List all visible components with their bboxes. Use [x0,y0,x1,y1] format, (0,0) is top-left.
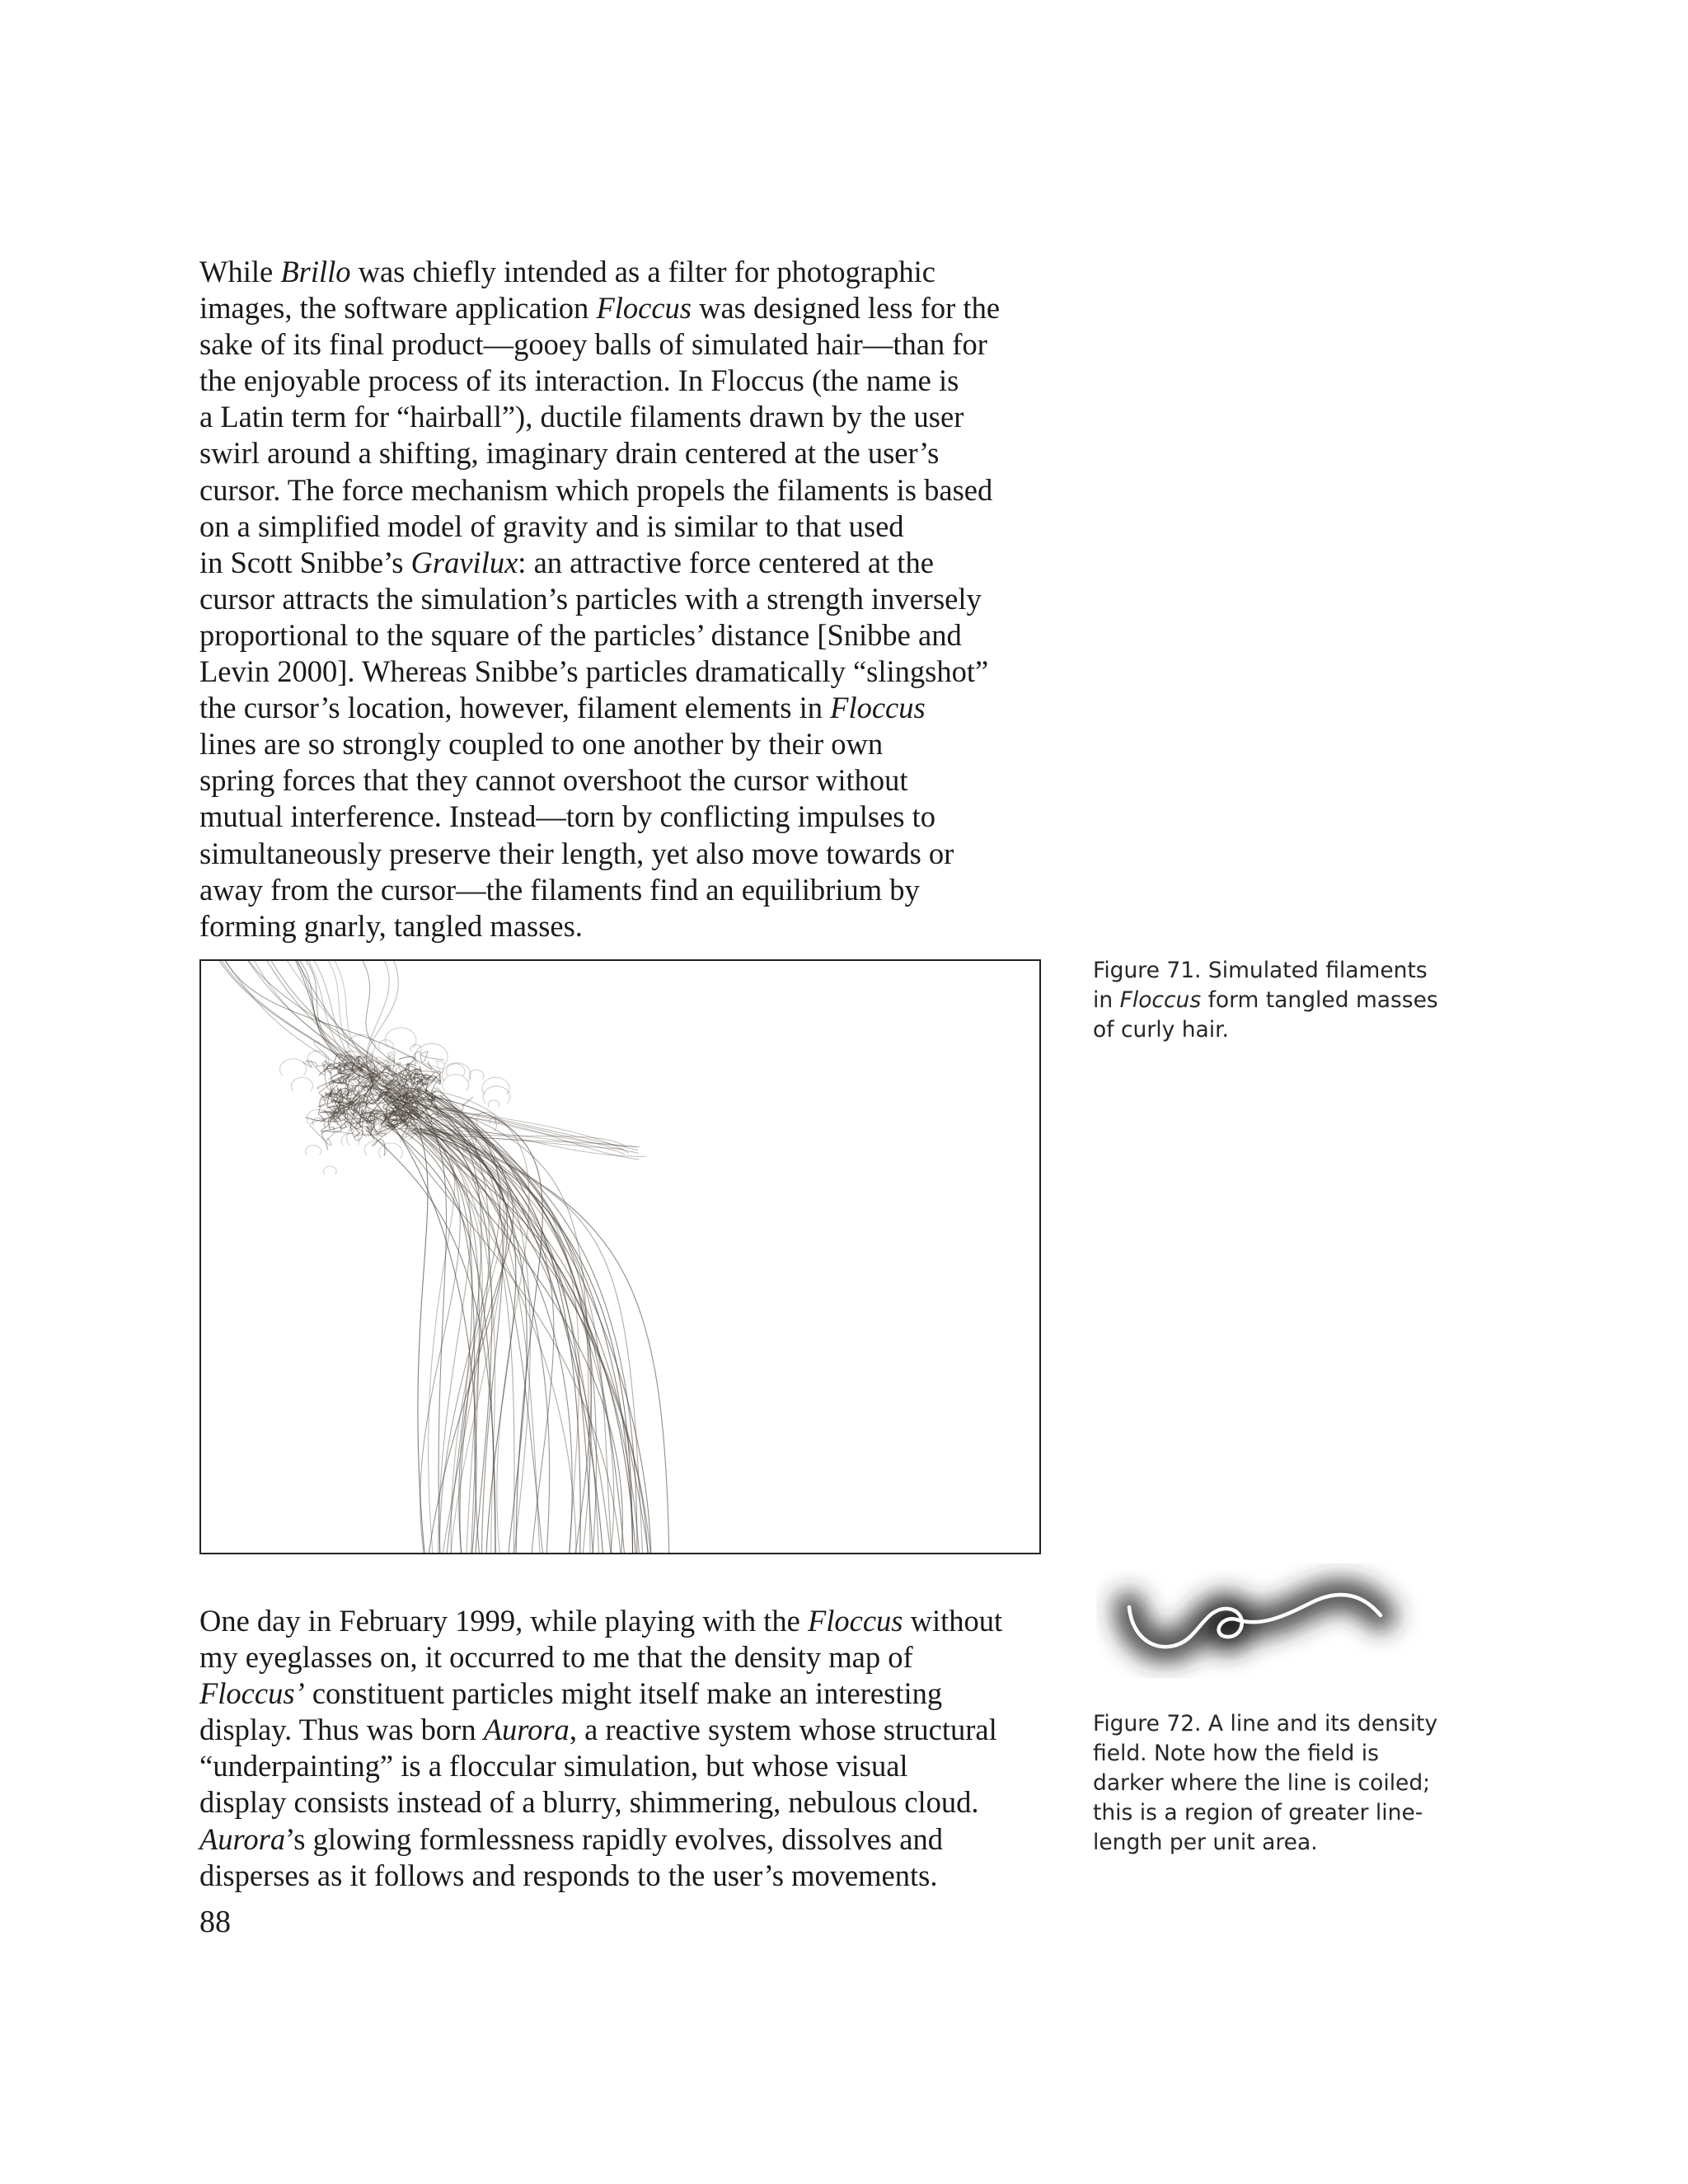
text-line: Figure 71. Simulated filaments [1093,958,1428,983]
filament [410,1045,421,1052]
body-paragraph-1 [199,254,1057,944]
text-line: this is a region of greater line- [1093,1800,1423,1825]
figure-72-caption [1093,1709,1439,1858]
filament [411,1132,480,1553]
text-line: on a simplified model of gravity and is similar to that used [199,509,904,543]
filament [424,1061,444,1076]
text-line: Floccus’ constituent particles might itself make an interesting [199,1676,943,1711]
filament [246,961,396,1075]
italic-term: Gravilux [410,545,518,579]
filament [324,1166,337,1174]
body-paragraph-2 [199,1603,1057,1894]
italic-term: Aurora [483,1713,570,1747]
page-number: 88 [199,1905,231,1939]
filament [369,1115,479,1553]
filament [437,1112,579,1553]
italic-term: Aurora [199,1821,286,1856]
filament [280,1059,307,1076]
text-line: display. Thus was born Aurora, a reactive system whose structural [199,1713,997,1747]
figure-71-caption [1093,956,1439,1045]
text-line: proportional to the square of the particles’ distance [Snibbe and [199,617,962,652]
text-line: spring forces that they cannot overshoot the cursor without [199,763,908,798]
text-line: in Scott Snibbe’s Gravilux: an attractive force centered at the [199,545,934,579]
filament [396,1100,428,1553]
filament [379,1143,403,1158]
filament [488,1100,499,1108]
filament [432,1127,669,1553]
text-line: the enjoyable process of its interaction. In Floccus (the name is [199,363,959,398]
text-line: mutual interference. Instead—torn by conflicting impulses to [199,799,935,834]
text-line: lines are so strongly coupled to one another by their own [199,727,884,762]
text-line: While Brillo was chiefly intended as a filter for photographic [199,255,935,288]
filament [385,1028,416,1047]
text-line: simultaneously preserve their length, yet also move towards or [199,836,954,870]
text-line: forming gnarly, tangled masses. [199,908,583,943]
text-line: my eyeglasses on, it occurred to me that the density map of [199,1640,913,1675]
filament [429,1123,646,1156]
filament [446,1064,465,1076]
text-line: a Latin term for “hairball”), ductile filaments drawn by the user [199,400,964,434]
text-line: Figure 72. A line and its density [1093,1711,1438,1736]
text-line: sake of its final product—gooey balls of simulated hair—than for [199,327,987,362]
filament [375,1087,460,1553]
text-line: away from the cursor—the filaments find an equilibrium by [199,872,920,907]
text-line: swirl around a shifting, imaginary drain centered at the user’s [199,436,940,471]
filament [252,961,409,1090]
text-line: in Floccus form tangled masses [1093,987,1438,1013]
text-line: display consists instead of a blurry, shimmering, nebulous cloud. [199,1785,979,1820]
filament [306,1146,321,1155]
italic-term: Brillo [280,255,351,288]
filament [223,961,432,1070]
figure-72-line-density-field [1096,1558,1426,1690]
filament [291,1077,312,1091]
italic-term: Floccus’ [199,1676,305,1711]
italic-term: Floccus [830,691,926,725]
italic-term: Floccus [1119,987,1202,1013]
figure-71-floccus-filaments [199,959,1041,1554]
filament-group [217,961,669,1553]
filament [443,1075,469,1091]
filament [341,1133,359,1145]
floccus-filament-drawing [201,961,1039,1553]
filament [469,1070,484,1079]
text-line: cursor. The force mechanism which propels the filaments is based [199,472,993,507]
text-line: length per unit area. [1093,1830,1318,1855]
text-line: field. Note how the field is [1093,1741,1379,1766]
text-line: cursor attracts the simulation’s particles with a strength inversely [199,581,982,616]
text-line: Aurora’s glowing formlessness rapidly evolves, dissolves and [199,1821,943,1856]
text-line: “underpainting” is a floccular simulation, but whose visual [199,1749,908,1783]
italic-term: Floccus [807,1604,903,1638]
text-line: darker where the line is coiled; [1093,1770,1431,1796]
density-field-drawing [1096,1558,1426,1690]
text-line: the cursor’s location, however, filament elements in Floccus [199,691,926,725]
filament [415,1052,444,1065]
text-line: disperses as it follows and responds to the user’s movements. [199,1858,938,1892]
text-line: of curly hair. [1093,1017,1229,1043]
text-line: One day in February 1999, while playing with the Floccus without [199,1604,1003,1638]
filament [422,1112,593,1553]
filament [434,1108,637,1554]
text-line: Levin 2000]. Whereas Snibbe’s particles dramatically “slingshot” [199,654,989,689]
italic-term: Floccus [596,291,692,326]
text-line: images, the software application Floccus was designed less for the [199,291,1001,326]
